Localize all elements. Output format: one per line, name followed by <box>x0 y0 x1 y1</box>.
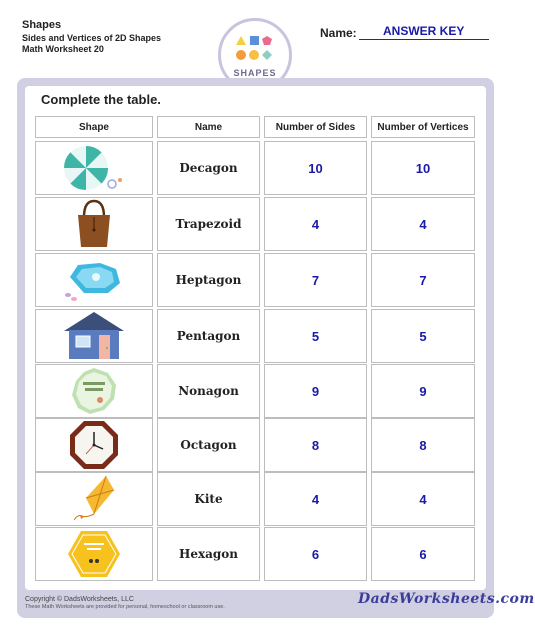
usage-note: These Math Worksheets are provided for personal, homeschool or classroom use. <box>25 604 225 611</box>
sides-cell: 6 <box>264 527 367 581</box>
sides-cell: 8 <box>264 418 367 472</box>
header-name: Name <box>157 116 260 138</box>
brand-logo: DadsWorksheets.com <box>358 591 535 607</box>
shape-image-cell <box>35 197 153 251</box>
sides-cell: 4 <box>264 197 367 251</box>
sides-cell: 5 <box>264 309 367 363</box>
shape-name-cell: Kite <box>157 472 260 526</box>
beach-umbrella-icon <box>56 143 132 193</box>
sides-cell: 4 <box>264 472 367 526</box>
shape-image-cell <box>35 253 153 307</box>
shape-image-cell <box>35 527 153 581</box>
worksheet-number: Math Worksheet 20 <box>22 44 104 54</box>
shape-name-cell: Decagon <box>157 141 260 195</box>
shape-image-cell <box>35 309 153 363</box>
vertices-cell: 6 <box>371 527 475 581</box>
shape-name-cell: Hexagon <box>157 527 260 581</box>
sides-cell: 10 <box>264 141 367 195</box>
shape-name-cell: Heptagon <box>157 253 260 307</box>
vertices-cell: 5 <box>371 309 475 363</box>
header-sides: Number of Sides <box>264 116 367 138</box>
shape-image-cell <box>35 364 153 418</box>
sides-cell: 9 <box>264 364 367 418</box>
badge-icon <box>56 366 132 416</box>
vertices-cell: 8 <box>371 418 475 472</box>
house-icon <box>56 311 132 361</box>
vertices-cell: 4 <box>371 472 475 526</box>
kite-icon <box>56 474 132 524</box>
worksheet-title: Shapes <box>22 19 62 31</box>
vertices-cell: 7 <box>371 253 475 307</box>
name-value: ANSWER KEY <box>359 24 489 40</box>
handbag-icon <box>56 199 132 249</box>
name-label: Name: <box>320 26 357 40</box>
vertices-cell: 10 <box>371 141 475 195</box>
shape-name-cell: Nonagon <box>157 364 260 418</box>
school-zone-sign-icon <box>56 529 132 579</box>
clock-icon <box>56 420 132 470</box>
footer <box>25 595 225 612</box>
name-field <box>320 24 489 40</box>
sides-cell: 7 <box>264 253 367 307</box>
worksheet-subtitle: Sides and Vertices of 2D Shapes <box>22 32 162 43</box>
shape-name-cell: Trapezoid <box>157 197 260 251</box>
instructions: Complete the table. <box>41 92 161 107</box>
pool-icon <box>56 255 132 305</box>
vertices-cell: 4 <box>371 197 475 251</box>
worksheet-header <box>22 19 161 55</box>
shape-image-cell <box>35 141 153 195</box>
header-vertices: Number of Vertices <box>371 116 475 138</box>
copyright-text: Copyright © DadsWorksheets, LLC <box>25 596 134 603</box>
shape-image-cell <box>35 418 153 472</box>
shapes-logo-icon <box>235 35 279 63</box>
vertices-cell: 9 <box>371 364 475 418</box>
shape-image-cell <box>35 472 153 526</box>
shape-name-cell: Octagon <box>157 418 260 472</box>
shape-name-cell: Pentagon <box>157 309 260 363</box>
header-shape: Shape <box>35 116 153 138</box>
shapes-logo-text: SHAPES <box>233 68 277 78</box>
